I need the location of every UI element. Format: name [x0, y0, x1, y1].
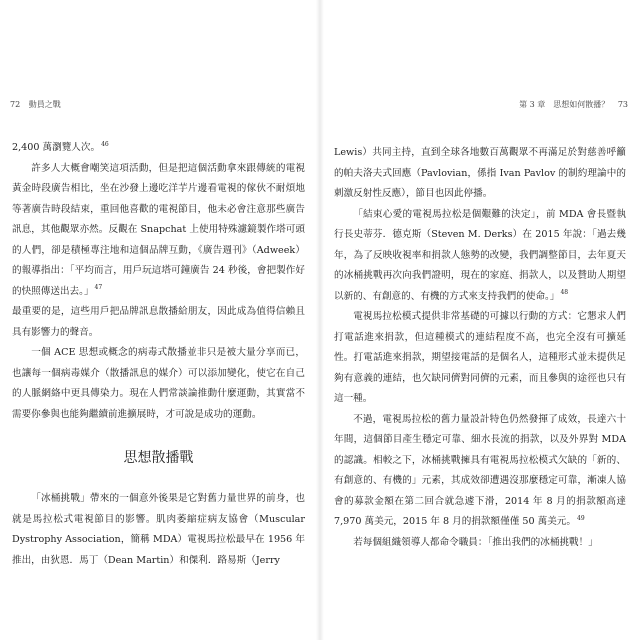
- footnote-marker: 46: [101, 140, 109, 148]
- paragraph: [12, 489, 305, 571]
- left-running-head: 動員之戰: [28, 100, 61, 109]
- paragraph: [334, 205, 626, 308]
- paragraph-text: 若每個組織領導人都命令職員：「推出我們的冰桶挑戰！」: [353, 536, 598, 548]
- paragraph-text: 「冰桶挑戰」帶來的一個意外後果是它對舊力量世界的前身，也就是馬拉松式電視節目的影響。肌肉萎縮症病友協會（Muscular Dystrophy Association，簡稱 MDA）電視馬拉松最早在 1956 年推出，由狄恩．馬丁（Dean Martin）和傑利．路易斯（Jerry: [12, 493, 305, 566]
- footnote-marker: 47: [94, 284, 103, 292]
- right-running-head: 第 3 章 思想如何散播？: [519, 100, 610, 109]
- right-paragraphs: [334, 143, 626, 553]
- paragraph-text: 許多人大概會嘲笑這項活動，但是把這個活動拿來跟傳統的電視黃金時段廣告相比，坐在沙發上邊吃洋芋片邊看電視的傢伙不耐煩地等著廣告時段結束，重回他喜歡的電視節目，他未必會注意那些廣告訊息，其他觀眾亦然。反觀在 Snapchat 上使用特殊濾鏡製作塔可頭的人們，卻是積極專注地和這個品牌互動，《廣告週刊》（Adweek）的報導指出：「平均而言，用戶玩這塔可鐘廣告 24 秒後，會把製作好的快照傳送出去。」: [12, 162, 305, 297]
- left-page-header: [10, 99, 61, 110]
- right-page-body: [334, 143, 626, 553]
- paragraph: [12, 159, 305, 303]
- left-page-body: [12, 138, 305, 571]
- paragraph: [334, 143, 626, 205]
- left-paragraphs-after: [12, 489, 305, 571]
- paragraph-text: 「結束心愛的電視馬拉松是個艱難的決定」，前 MDA 會長暨執行長史蒂芬．德克斯（Steven M. Derks）在 2015 年說：「過去幾年，為了反映收視率和捐款人態勢的改變，我們調整節目，去年夏天的冰桶挑戰再次向我們證明，現在的家庭、捐款人，以及贊助人期望以新的、有創意的、有機的方式來支持我們的使命。」: [334, 208, 626, 302]
- paragraph-text: 電視馬拉松模式提供非常基礎的可據以行動的方式：它懇求人們打電話進來捐款，但這種模式的連結程度不高，也完全沒有可擴延性。打電話進來捐款，期望接電話的是個名人，這種形式並未提供足夠有意義的連結，也欠缺同儕對同儕的元素，而且參與的途徑也只有這一種。: [334, 311, 626, 404]
- right-page: [322, 0, 640, 640]
- right-page-number: 73: [617, 100, 628, 109]
- left-page-number: 72: [10, 100, 21, 109]
- paragraph-text: Lewis）共同主持，直到全球各地數百萬觀眾不再滿足於對慈善呼籲的帕夫洛夫式回應（Pavlovian，係指 Ivan Pavlov 的制約理論中的刺激反射性反應），節目也因此停播。: [334, 147, 626, 199]
- paragraph-text: 不過，電視馬拉松的舊力量設計特色仍然發揮了成效，長達六十年間，這個節目產生穩定可靠、細水長流的捐款，以及外界對 MDA 的認識。相較之下，冰桶挑戰擁具有電視馬拉松模式欠缺的「新的、有創意的、有機的」元素，其成效卻遭遇沒那麼穩定可靠，漸凍人協會的募款金額在第二回合就急遽下滑，2014 年 8 月的捐款額高達 7,970 萬美元，2015 年 8 月的捐款額僅僅 50 萬美元。: [334, 413, 626, 527]
- left-page: [0, 0, 318, 640]
- paragraph: [334, 533, 626, 554]
- paragraph: [12, 302, 305, 343]
- paragraph: [12, 138, 305, 159]
- paragraph-text: 2,400 萬瀏覽人次。: [12, 142, 101, 153]
- paragraph: [334, 307, 626, 410]
- paragraph-text: 一個 ACE 思想或概念的病毒式散播並非只是被大量分享而已，也讓每一個病毒媒介（散播訊息的媒介）可以添加變化，使它在自己的人脈網絡中更具傳染力。現在人們常談論推動什麼運動，其實當不需要你參與也能夠繼續前進擴展時，才可說是成功的運動。: [12, 347, 305, 420]
- section-heading: 思想散播戰: [123, 450, 194, 466]
- footnote-marker: 49: [577, 514, 585, 522]
- footnote-marker: 48: [560, 289, 569, 297]
- paragraph: [12, 343, 305, 425]
- left-paragraphs: [12, 138, 305, 425]
- right-page-header: [519, 99, 628, 110]
- paragraph: [334, 410, 626, 533]
- paragraph-text: 最重要的是，這些用戶把品牌訊息散播給朋友，因此成為值得信賴且具有影響力的聲音。: [12, 306, 305, 338]
